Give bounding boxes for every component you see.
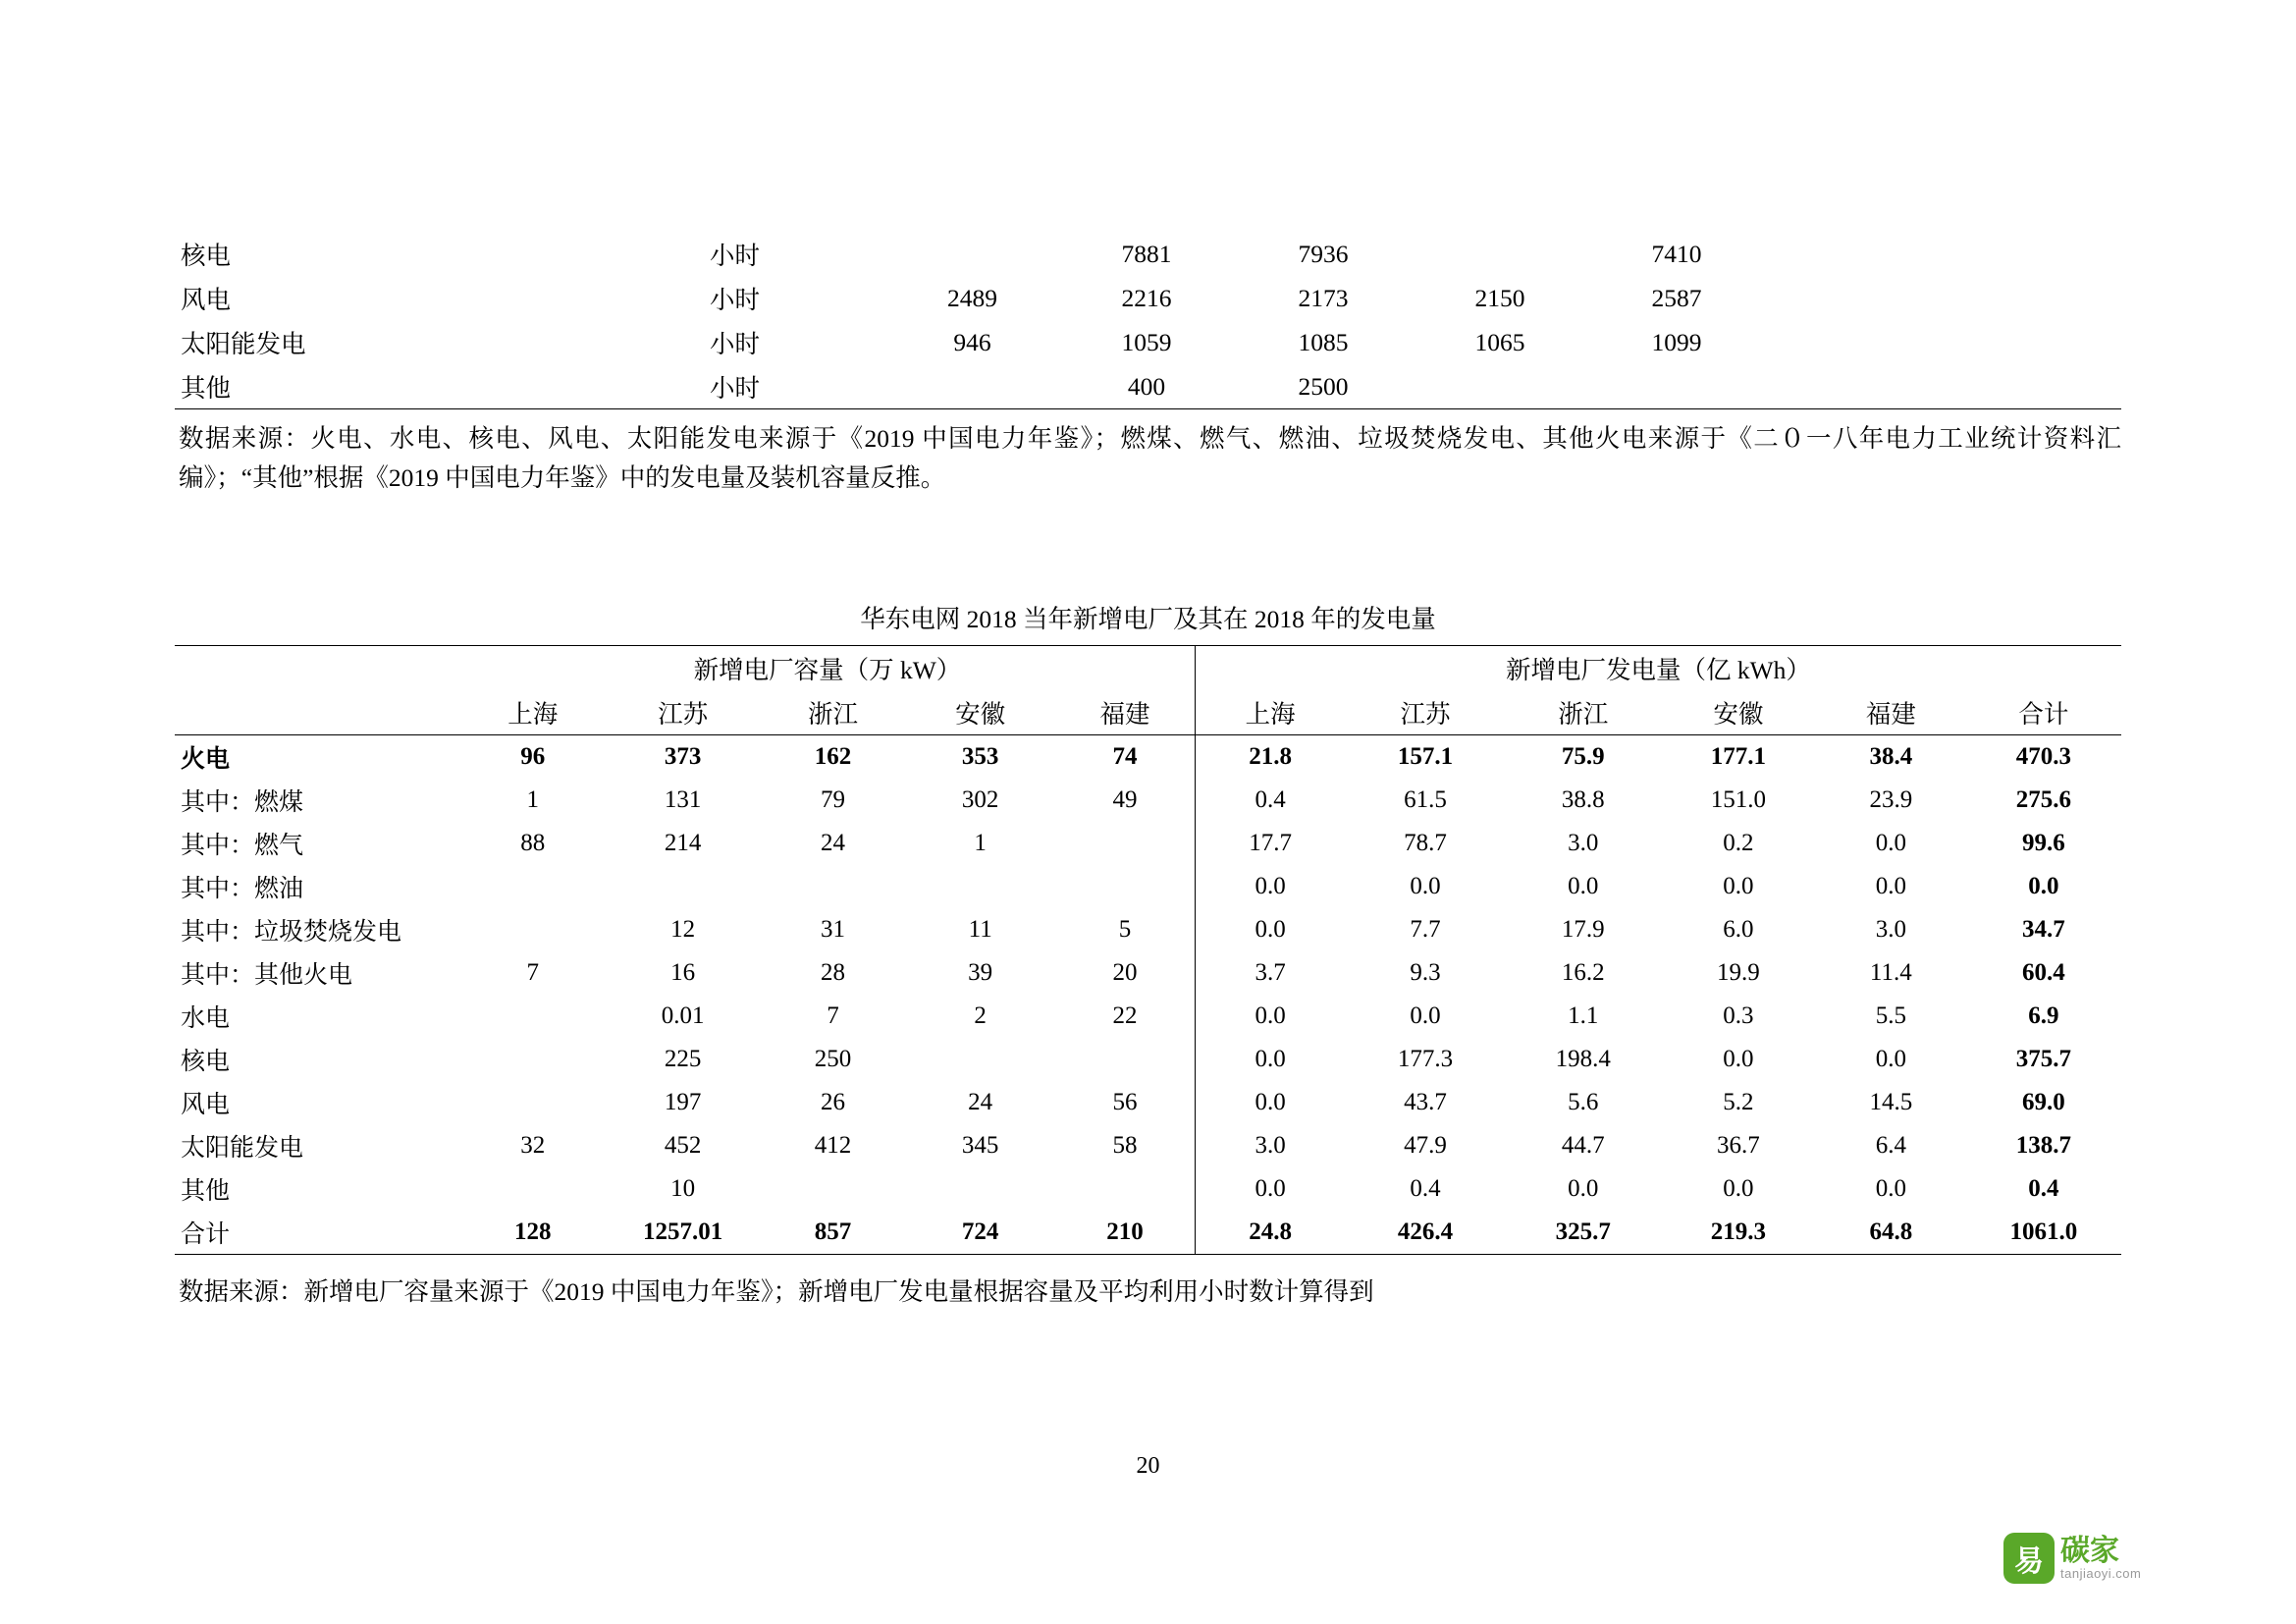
cell-value: 31 <box>820 916 845 944</box>
table-sub-header-row <box>175 691 2121 735</box>
row-unit: 小时 <box>710 364 886 409</box>
cell-value: 24 <box>968 1089 993 1116</box>
cell-total: 34.7 <box>2022 916 2065 944</box>
cell-value: 6.4 <box>1875 1132 1906 1160</box>
cell-value <box>761 1167 906 1211</box>
row-label: 其中：其他火电 <box>181 962 353 990</box>
cell-value <box>905 1167 1055 1211</box>
new-plants-table <box>175 645 2121 1255</box>
watermark-main: 碳家 <box>2060 1535 2119 1568</box>
cell-value: 2150 <box>1474 283 1525 312</box>
table-row <box>175 1167 2121 1211</box>
cell-total: 99.6 <box>2022 830 2065 857</box>
cell-value: 0.0 <box>1410 1002 1441 1030</box>
row-unit: 小时 <box>710 285 761 314</box>
cell-value: 0.3 <box>1723 1002 1754 1030</box>
row-label: 风电 <box>181 285 232 314</box>
cell-value: 5.5 <box>1875 1002 1906 1030</box>
cell-value: 1257.01 <box>606 1211 761 1255</box>
cell-value: 0.0 <box>1195 1038 1345 1081</box>
cell-value: 0.0 <box>1723 873 1754 900</box>
cell-value: 58 <box>1112 1132 1138 1160</box>
cell-value: 38.8 <box>1561 786 1605 814</box>
cell-value: 2 <box>974 1002 987 1030</box>
cell-value <box>460 865 606 908</box>
watermark-logo <box>2003 1528 2190 1589</box>
cell-total: 69.0 <box>2022 1089 2065 1116</box>
cell-value: 1.1 <box>1568 1002 1599 1030</box>
table-row <box>175 232 2121 276</box>
col-header-shanghai-gen: 上海 <box>1195 691 1345 735</box>
cell-value <box>460 908 606 951</box>
cell-value: 3.7 <box>1195 951 1345 995</box>
cell-value: 16.2 <box>1561 959 1605 987</box>
cell-value <box>761 865 906 908</box>
cell-value: 1085 <box>1298 327 1349 356</box>
cell-value: 0.0 <box>1875 830 1906 857</box>
cell-value: 96 <box>460 735 606 780</box>
cell-value: 0.01 <box>661 1002 705 1030</box>
cell-total: 1061.0 <box>1966 1211 2121 1255</box>
row-label: 合计 <box>175 1211 460 1255</box>
cell-value: 128 <box>460 1211 606 1255</box>
cell-value: 412 <box>814 1132 852 1160</box>
row-label: 太阳能发电 <box>181 1135 304 1163</box>
cell-value <box>460 995 606 1038</box>
cell-value: 44.7 <box>1561 1132 1605 1160</box>
cell-value: 197 <box>664 1089 702 1116</box>
table-row <box>175 822 2121 865</box>
cell-value: 131 <box>664 786 702 814</box>
cell-value: 2216 <box>1121 283 1172 312</box>
cell-value: 1099 <box>1651 327 1702 356</box>
cell-total: 470.3 <box>1966 735 2121 780</box>
cell-value: 14.5 <box>1869 1089 1913 1116</box>
cell-value: 39 <box>968 959 993 987</box>
col-header-jiangsu-gen: 江苏 <box>1400 700 1451 730</box>
cell-value <box>460 1167 606 1211</box>
col-header-fujian-gen: 福建 <box>1865 700 1916 730</box>
table2-title: 华东电网 2018 当年新增电厂及其在 2018 年的发电量 <box>860 605 1436 634</box>
cell-value: 2500 <box>1235 364 1412 409</box>
source-note-1: 数据来源：火电、水电、核电、风电、太阳能发电来源于《2019 中国电力年鉴》；燃煤、燃气、燃油、垃圾焚烧发电、其他火电来源于《二０一八年电力工业统计资料汇编》；“其他”根据《2019 中国电力年鉴》中的发电量及装机容量反推。 <box>179 424 2121 492</box>
cell-value: 56 <box>1112 1089 1138 1116</box>
table-total-row <box>175 1211 2121 1255</box>
row-label: 其中：燃油 <box>181 876 304 903</box>
cell-spacer <box>1765 232 2121 276</box>
cell-value: 17.7 <box>1195 822 1345 865</box>
table-row <box>175 865 2121 908</box>
cell-total: 6.9 <box>2028 1002 2059 1030</box>
cell-value: 724 <box>905 1211 1055 1255</box>
cell-value: 3.0 <box>1875 916 1906 944</box>
col-header-jiangsu-cap: 江苏 <box>658 700 709 730</box>
cell-value: 78.7 <box>1404 830 1447 857</box>
row-label: 其中：垃圾焚烧发电 <box>181 919 402 947</box>
source-note-2: 数据来源：新增电厂容量来源于《2019 中国电力年鉴》；新增电厂发电量根据容量及平均利用小时数计算得到 <box>179 1277 1374 1307</box>
corner-cell <box>175 646 460 692</box>
cell-value: 0.0 <box>1195 865 1345 908</box>
col-header-zhejiang-cap: 浙江 <box>807 700 858 730</box>
cell-value: 16 <box>670 959 696 987</box>
cell-value <box>606 865 761 908</box>
cell-value: 5 <box>1118 916 1132 944</box>
cell-value: 302 <box>961 786 999 814</box>
watermark-sub: tanjiaoyi.com <box>2060 1565 2142 1581</box>
cell-value: 0.0 <box>1568 1175 1599 1203</box>
cell-value: 0.0 <box>1568 873 1599 900</box>
cell-value: 20 <box>1112 959 1138 987</box>
cell-value <box>1412 232 1588 276</box>
cell-spacer <box>1765 320 2121 364</box>
cell-value: 21.8 <box>1195 735 1345 780</box>
cell-value <box>1055 865 1195 908</box>
cell-value: 0.0 <box>1195 1081 1345 1124</box>
group-header-capacity: 新增电厂容量（万 kW） <box>460 646 1195 692</box>
table-row <box>175 276 2121 320</box>
utilization-hours-table <box>175 232 2121 409</box>
row-label: 火电 <box>175 735 460 780</box>
cell-total: 0.0 <box>2028 873 2059 900</box>
table-row <box>175 995 2121 1038</box>
cell-value: 3.0 <box>1195 1124 1345 1167</box>
table-row <box>175 951 2121 995</box>
cell-value: 0.0 <box>1410 873 1441 900</box>
table-row <box>175 320 2121 364</box>
cell-value: 17.9 <box>1561 916 1605 944</box>
cell-value <box>905 1038 1055 1081</box>
cell-value: 210 <box>1055 1211 1195 1255</box>
corner-cell <box>175 691 460 735</box>
table-row <box>175 1124 2121 1167</box>
cell-value: 0.4 <box>1195 779 1345 822</box>
cell-value: 74 <box>1055 735 1195 780</box>
col-header-shanghai-cap: 上海 <box>507 700 559 730</box>
cell-value: 5.6 <box>1568 1089 1599 1116</box>
cell-value: 0.0 <box>1875 1046 1906 1073</box>
table-row <box>175 779 2121 822</box>
cell-value: 400 <box>1058 364 1235 409</box>
table-row <box>175 1081 2121 1124</box>
cell-value <box>886 364 1058 409</box>
cell-value: 0.0 <box>1195 908 1345 951</box>
cell-value <box>1055 822 1195 865</box>
cell-value: 47.9 <box>1404 1132 1447 1160</box>
cell-value: 3.0 <box>1568 830 1599 857</box>
table-row <box>175 1038 2121 1081</box>
col-header-anhui-cap: 安徽 <box>955 700 1006 730</box>
cell-total: 275.6 <box>2015 786 2071 814</box>
cell-value: 198.4 <box>1555 1046 1611 1073</box>
cell-value: 0.0 <box>1875 873 1906 900</box>
page-content <box>175 232 2121 1308</box>
cell-spacer <box>1765 276 2121 320</box>
row-label: 太阳能发电 <box>181 329 306 358</box>
cell-value: 79 <box>820 786 845 814</box>
cell-value: 0.0 <box>1723 1046 1754 1073</box>
cell-value: 151.0 <box>1710 786 1766 814</box>
cell-value: 64.8 <box>1816 1211 1966 1255</box>
table-row <box>175 735 2121 780</box>
cell-value: 23.9 <box>1869 786 1913 814</box>
cell-value: 1059 <box>1121 327 1172 356</box>
cell-value: 353 <box>905 735 1055 780</box>
row-label: 核电 <box>181 1049 231 1076</box>
cell-value: 9.3 <box>1410 959 1441 987</box>
cell-value <box>905 865 1055 908</box>
cell-value: 157.1 <box>1345 735 1505 780</box>
cell-value: 24.8 <box>1195 1211 1345 1255</box>
cell-value: 38.4 <box>1816 735 1966 780</box>
cell-value: 0.2 <box>1723 830 1754 857</box>
row-label: 其中：燃煤 <box>181 789 304 817</box>
cell-value: 49 <box>1112 786 1138 814</box>
cell-value: 7881 <box>1121 239 1172 268</box>
cell-value: 7 <box>526 959 539 987</box>
col-header-total-gen: 合计 <box>2018 700 2069 730</box>
cell-value: 214 <box>664 830 702 857</box>
row-label: 核电 <box>181 241 232 270</box>
group-header-generation: 新增电厂发电量（亿 kWh） <box>1195 646 2121 692</box>
cell-value: 7 <box>827 1002 839 1030</box>
cell-value: 11.4 <box>1869 959 1912 987</box>
row-label: 其他 <box>181 1178 231 1206</box>
cell-value: 857 <box>761 1211 906 1255</box>
cell-value: 0.0 <box>1723 1175 1754 1203</box>
cell-spacer <box>1765 364 2121 409</box>
cell-value: 2489 <box>947 283 997 312</box>
cell-value: 32 <box>520 1132 546 1160</box>
col-header-anhui-gen: 安徽 <box>1713 700 1764 730</box>
row-label: 水电 <box>181 1005 231 1033</box>
cell-value: 345 <box>961 1132 999 1160</box>
cell-value: 1 <box>974 830 987 857</box>
cell-value: 2587 <box>1651 283 1702 312</box>
cell-value: 1065 <box>1474 327 1525 356</box>
cell-value: 61.5 <box>1404 786 1447 814</box>
cell-value: 5.2 <box>1723 1089 1754 1116</box>
cell-value: 22 <box>1112 1002 1138 1030</box>
cell-value: 1 <box>526 786 539 814</box>
row-unit: 小时 <box>710 241 761 270</box>
cell-value: 36.7 <box>1716 1132 1760 1160</box>
cell-value: 6.0 <box>1723 916 1754 944</box>
cell-value <box>1412 364 1588 409</box>
cell-value: 0.0 <box>1875 1175 1906 1203</box>
watermark-text <box>2060 1536 2141 1580</box>
cell-value <box>460 1081 606 1124</box>
cell-value: 225 <box>664 1046 702 1073</box>
cell-value <box>460 1038 606 1081</box>
cell-value: 12 <box>670 916 696 944</box>
table-row <box>175 364 2121 409</box>
cell-value: 250 <box>814 1046 852 1073</box>
table-group-header-row <box>175 646 2121 692</box>
cell-value: 7.7 <box>1410 916 1441 944</box>
cell-total: 375.7 <box>2015 1046 2071 1073</box>
cell-value: 373 <box>606 735 761 780</box>
cell-value <box>1055 1167 1195 1211</box>
cell-value: 219.3 <box>1661 1211 1816 1255</box>
cell-value <box>886 232 1058 276</box>
cell-value: 19.9 <box>1716 959 1760 987</box>
cell-value: 426.4 <box>1345 1211 1505 1255</box>
cell-value: 88 <box>520 830 546 857</box>
cell-value: 452 <box>664 1132 702 1160</box>
cell-value: 946 <box>953 327 991 356</box>
row-label: 其他 <box>175 364 710 409</box>
cell-value: 11 <box>968 916 992 944</box>
cell-value: 162 <box>761 735 906 780</box>
cell-value: 0.0 <box>1195 995 1345 1038</box>
cell-value: 75.9 <box>1506 735 1661 780</box>
cell-value: 177.1 <box>1661 735 1816 780</box>
cell-value: 10 <box>670 1175 696 1203</box>
cell-total: 138.7 <box>2015 1132 2071 1160</box>
cell-total: 60.4 <box>2022 959 2065 987</box>
cell-value: 43.7 <box>1404 1089 1447 1116</box>
cell-value: 0.4 <box>1410 1175 1441 1203</box>
col-header-zhejiang-gen: 浙江 <box>1558 700 1609 730</box>
watermark-badge: 易 <box>2003 1533 2055 1584</box>
page-number: 20 <box>1136 1453 1160 1479</box>
row-label: 风电 <box>181 1092 231 1119</box>
col-header-fujian-cap: 福建 <box>1099 700 1150 730</box>
cell-value <box>1588 364 1765 409</box>
cell-value: 2173 <box>1298 283 1349 312</box>
cell-value <box>1055 1038 1195 1081</box>
cell-value: 177.3 <box>1397 1046 1454 1073</box>
cell-value: 0.0 <box>1195 1167 1345 1211</box>
cell-value: 7410 <box>1651 239 1702 268</box>
row-unit: 小时 <box>710 329 761 358</box>
table-row <box>175 908 2121 951</box>
cell-value: 24 <box>820 830 845 857</box>
cell-total: 0.4 <box>2028 1175 2059 1203</box>
cell-value: 325.7 <box>1506 1211 1661 1255</box>
cell-value: 7936 <box>1298 239 1349 268</box>
cell-value: 26 <box>820 1089 845 1116</box>
cell-value: 28 <box>820 959 845 987</box>
row-label: 其中：燃气 <box>181 833 304 860</box>
